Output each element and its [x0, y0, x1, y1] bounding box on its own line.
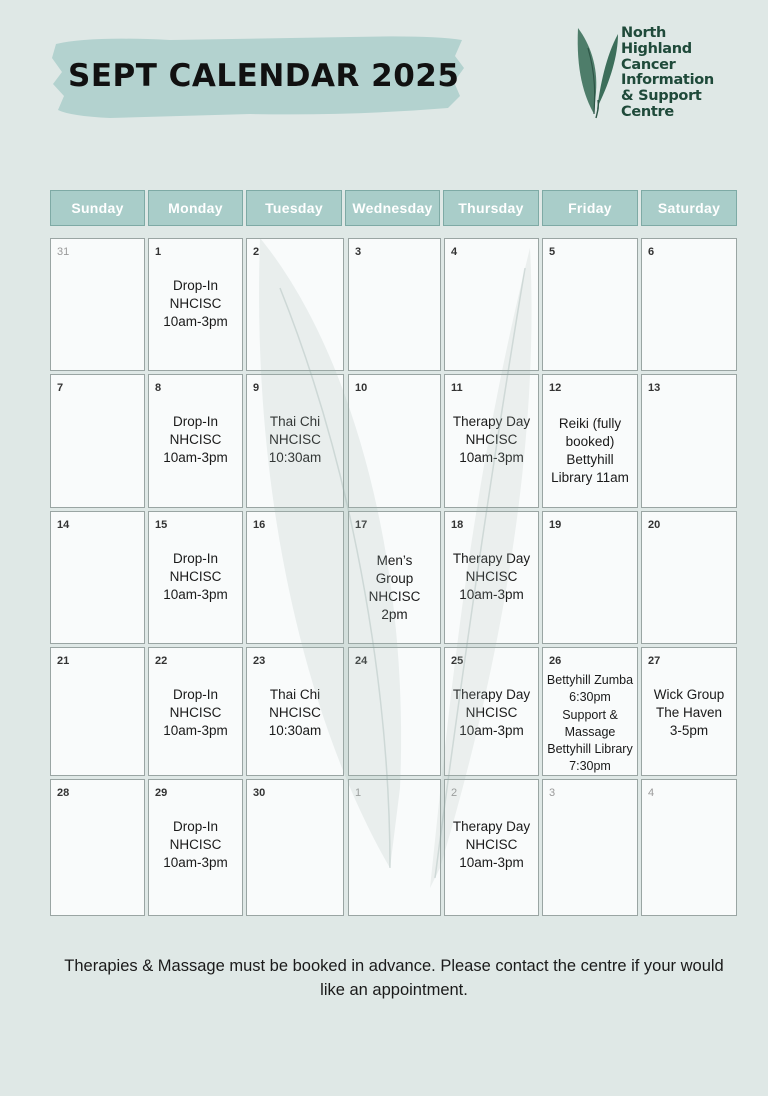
calendar-day-cell: [348, 374, 441, 508]
logo-line: North: [621, 25, 667, 41]
day-number: 9: [253, 382, 260, 394]
day-number: 7: [57, 382, 64, 394]
organisation-logo: [574, 26, 734, 122]
day-number: 13: [648, 382, 661, 394]
event-text: Drop-In NHCISC 10am-3pm: [163, 819, 228, 870]
day-number: 30: [253, 787, 266, 799]
day-number: 21: [57, 655, 70, 667]
day-number: 1: [355, 787, 362, 799]
calendar-day-cell: [246, 374, 344, 508]
logo-line: Information: [621, 72, 714, 89]
weekday-thursday: Thursday: [443, 190, 539, 226]
event-text: Reiki (fully booked) Bettyhill Library 11am: [551, 416, 629, 485]
day-number: 25: [451, 655, 464, 667]
event-text: Drop-In NHCISC 10am-3pm: [163, 414, 228, 465]
event-text: Thai Chi NHCISC 10:30am: [268, 687, 322, 738]
day-number: 2: [253, 246, 260, 258]
logo-line: Centre: [621, 103, 674, 120]
day-number: 27: [648, 655, 661, 667]
calendar-day-cell: [246, 647, 344, 776]
day-number: 18: [451, 519, 464, 531]
calendar-day-cell: [50, 779, 145, 916]
logo-line: Cancer: [621, 56, 676, 73]
event-text: Drop-In NHCISC 10am-3pm: [163, 687, 228, 738]
day-number: 6: [648, 246, 655, 258]
calendar-day-cell: [148, 647, 243, 776]
day-number: 1: [155, 246, 162, 258]
weekday-friday: Friday: [542, 190, 638, 226]
day-number: 10: [355, 382, 368, 394]
leaf-icon: [574, 26, 620, 122]
day-number: 28: [57, 787, 70, 799]
day-number: 11: [451, 382, 463, 394]
calendar-day-cell: [50, 238, 145, 371]
calendar-day-cell: [641, 374, 737, 508]
calendar-day-cell: [641, 238, 737, 371]
event-text: Wick Group The Haven 3-5pm: [653, 687, 725, 738]
day-number: 20: [648, 519, 661, 531]
weekday-tuesday: Tuesday: [246, 190, 342, 226]
day-number: 4: [451, 246, 458, 258]
calendar-day-cell: [641, 647, 737, 776]
day-number: 24: [355, 655, 368, 667]
calendar-day-cell: [542, 779, 638, 916]
calendar-day-cell: [348, 647, 441, 776]
event-text: Therapy Day NHCISC 10am-3pm: [452, 414, 531, 465]
event-text: Therapy Day NHCISC 10am-3pm: [452, 819, 531, 870]
title-banner: [50, 34, 465, 118]
day-number: 16: [253, 519, 266, 531]
calendar-day-cell: [542, 647, 638, 776]
weekday-sunday: Sunday: [50, 190, 145, 226]
calendar-grid: [50, 238, 738, 918]
calendar-day-cell: [641, 779, 737, 916]
calendar-day-cell: [148, 374, 243, 508]
calendar-day-cell: [50, 374, 145, 508]
calendar-day-cell: [542, 374, 638, 508]
footer-note: Therapies & Massage must be booked in advance. Please contact the centre if your would like an appointment.: [64, 957, 724, 999]
calendar-day-cell: [542, 238, 638, 371]
calendar-day-cell: [148, 238, 243, 371]
calendar-day-cell: [444, 511, 539, 644]
event-text: Therapy Day NHCISC 10am-3pm: [452, 687, 531, 738]
day-number: 2: [451, 787, 458, 799]
calendar-day-cell: [641, 511, 737, 644]
calendar-day-cell: [246, 238, 344, 371]
day-number: 26: [549, 655, 562, 667]
event-text: Drop-In NHCISC 10am-3pm: [163, 278, 228, 329]
calendar-day-cell: [50, 647, 145, 776]
calendar-day-cell: [444, 779, 539, 916]
logo-text: [621, 26, 714, 121]
event-text: Bettyhill Zumba 6:30pm Support & Massage Bettyhill Library 7:30pm: [546, 673, 634, 774]
day-number: 8: [155, 382, 162, 394]
calendar-day-cell: [348, 779, 441, 916]
event-text: Drop-In NHCISC 10am-3pm: [163, 551, 228, 602]
day-number: 22: [155, 655, 168, 667]
day-number: 17: [355, 519, 368, 531]
calendar-day-cell: [348, 511, 441, 644]
day-number: 3: [549, 787, 556, 799]
calendar-day-cell: [50, 511, 145, 644]
day-number: 23: [253, 655, 266, 667]
day-number: 14: [57, 519, 70, 531]
calendar-day-cell: [246, 779, 344, 916]
day-number: 31: [57, 246, 70, 258]
day-number: 12: [549, 382, 562, 394]
day-number: 4: [648, 787, 655, 799]
calendar-day-cell: [542, 511, 638, 644]
logo-line: & Support: [621, 88, 702, 105]
calendar-day-cell: [444, 238, 539, 371]
event-text: Thai Chi NHCISC 10:30am: [268, 414, 322, 465]
weekday-monday: Monday: [148, 190, 243, 226]
weekday-header-row: [50, 190, 738, 227]
calendar-day-cell: [148, 779, 243, 916]
event-text: Therapy Day NHCISC 10am-3pm: [452, 551, 531, 602]
calendar-day-cell: [444, 374, 539, 508]
day-number: 3: [355, 246, 362, 258]
weekday-saturday: Saturday: [641, 190, 737, 226]
calendar-day-cell: [444, 647, 539, 776]
page-title: SEPT CALENDAR 2025: [68, 58, 460, 94]
event-text: Men’s Group NHCISC 2pm: [368, 553, 421, 622]
calendar-day-cell: [148, 511, 243, 644]
day-number: 15: [155, 519, 168, 531]
logo-line: Highland: [621, 40, 692, 57]
day-number: 19: [549, 519, 562, 531]
calendar-day-cell: [348, 238, 441, 371]
weekday-wednesday: Wednesday: [345, 190, 440, 226]
calendar-day-cell: [246, 511, 344, 644]
day-number: 29: [155, 787, 168, 799]
day-number: 5: [549, 246, 556, 258]
